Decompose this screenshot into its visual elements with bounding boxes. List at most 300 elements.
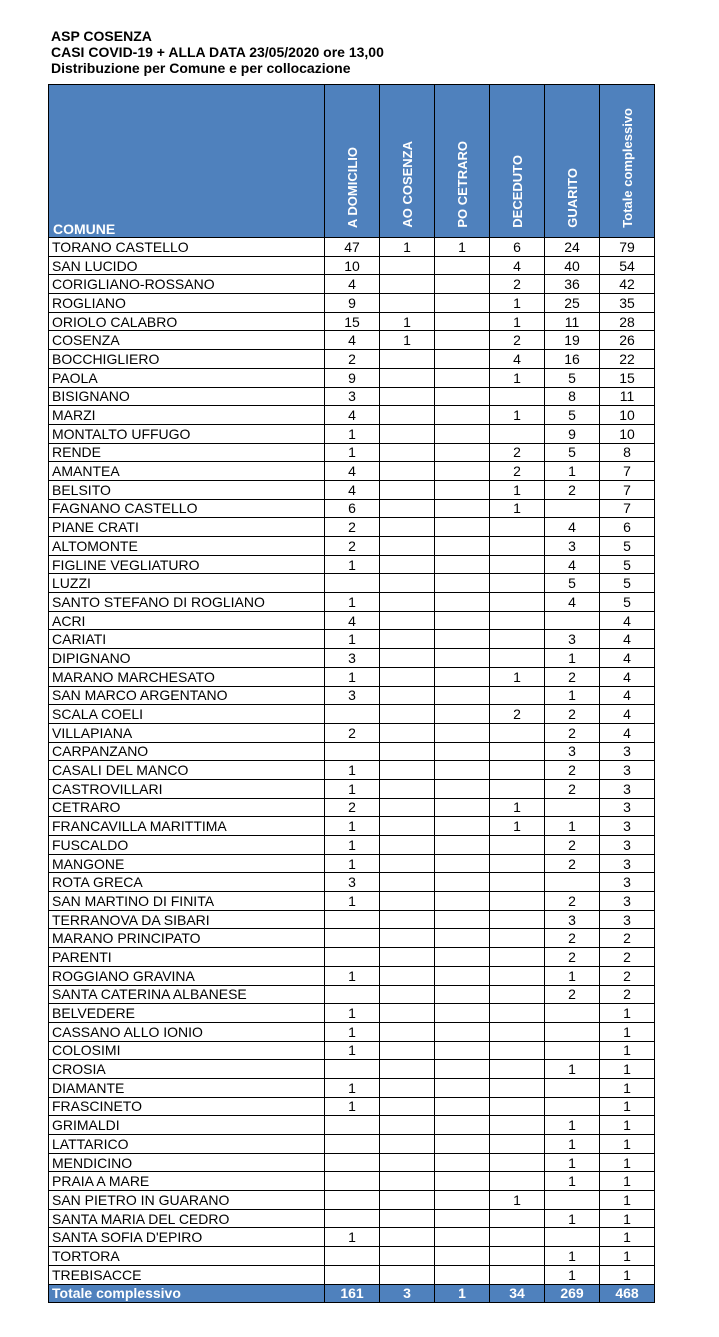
deceduto-cell — [490, 742, 545, 761]
po-cetraro-cell — [435, 892, 490, 911]
ao-cosenza-cell — [380, 499, 435, 518]
total-label: Totale complessivo — [49, 1284, 325, 1303]
table-row — [49, 1041, 655, 1060]
comune-cell: CASTROVILLARI — [49, 779, 325, 798]
guarito-cell: 9 — [545, 424, 600, 443]
totale-cell: 26 — [600, 331, 655, 350]
table-row — [49, 1060, 655, 1079]
comune-cell: ROGGIANO GRAVINA — [49, 966, 325, 985]
deceduto-cell — [490, 649, 545, 668]
totale-cell: 2 — [600, 948, 655, 967]
a-domicilio-cell — [325, 1209, 380, 1228]
totale-cell: 7 — [600, 462, 655, 481]
deceduto-cell — [490, 1004, 545, 1023]
a-domicilio-cell — [325, 1265, 380, 1284]
table-row — [49, 1172, 655, 1191]
po-cetraro-cell — [435, 873, 490, 892]
totale-cell: 1 — [600, 1209, 655, 1228]
comune-cell: COLOSIMI — [49, 1041, 325, 1060]
table-row — [49, 667, 655, 686]
column-header-po-cetraro: PO CETRARO — [435, 85, 490, 238]
a-domicilio-cell: 4 — [325, 462, 380, 481]
totale-cell: 3 — [600, 817, 655, 836]
totale-cell: 1 — [600, 1022, 655, 1041]
table-row — [49, 723, 655, 742]
totale-cell: 35 — [600, 294, 655, 313]
table-row — [49, 779, 655, 798]
deceduto-cell — [490, 593, 545, 612]
guarito-cell: 1 — [545, 817, 600, 836]
column-header-a-domicilio: A DOMICILIO — [325, 85, 380, 238]
po-cetraro-cell — [435, 331, 490, 350]
comune-cell: CASALI DEL MANCO — [49, 761, 325, 780]
ao-cosenza-cell — [380, 948, 435, 967]
totale-cell: 1 — [600, 1004, 655, 1023]
ao-cosenza-cell — [380, 593, 435, 612]
total-deceduto: 34 — [490, 1284, 545, 1303]
po-cetraro-cell — [435, 480, 490, 499]
deceduto-cell — [490, 873, 545, 892]
po-cetraro-cell — [435, 1135, 490, 1154]
table-row — [49, 630, 655, 649]
po-cetraro-cell — [435, 1022, 490, 1041]
guarito-cell — [545, 1191, 600, 1210]
deceduto-cell — [490, 892, 545, 911]
ao-cosenza-cell — [380, 1191, 435, 1210]
po-cetraro-cell — [435, 1191, 490, 1210]
po-cetraro-cell — [435, 275, 490, 294]
guarito-cell: 2 — [545, 985, 600, 1004]
ao-cosenza-cell — [380, 779, 435, 798]
po-cetraro-cell — [435, 761, 490, 780]
guarito-cell: 1 — [545, 1247, 600, 1266]
guarito-cell: 2 — [545, 854, 600, 873]
totale-cell: 4 — [600, 705, 655, 724]
table-row — [49, 686, 655, 705]
totale-cell: 2 — [600, 966, 655, 985]
deceduto-cell: 1 — [490, 817, 545, 836]
report-org: ASP COSENZA — [51, 28, 152, 44]
deceduto-cell — [490, 1135, 545, 1154]
comune-cell: ROGLIANO — [49, 294, 325, 313]
table-row — [49, 424, 655, 443]
guarito-cell: 2 — [545, 948, 600, 967]
totale-cell: 1 — [600, 1247, 655, 1266]
deceduto-cell — [490, 761, 545, 780]
a-domicilio-cell: 1 — [325, 779, 380, 798]
table-row — [49, 256, 655, 275]
a-domicilio-cell: 4 — [325, 406, 380, 425]
ao-cosenza-cell — [380, 574, 435, 593]
po-cetraro-cell — [435, 518, 490, 537]
comune-cell: TREBISACCE — [49, 1265, 325, 1284]
totale-cell: 3 — [600, 798, 655, 817]
deceduto-cell — [490, 387, 545, 406]
deceduto-cell — [490, 1209, 545, 1228]
table-row — [49, 331, 655, 350]
deceduto-cell: 1 — [490, 406, 545, 425]
deceduto-cell: 1 — [490, 499, 545, 518]
table-row — [49, 1135, 655, 1154]
table-body — [49, 238, 655, 1285]
comune-cell: MARZI — [49, 406, 325, 425]
ao-cosenza-cell — [380, 611, 435, 630]
deceduto-cell: 2 — [490, 462, 545, 481]
totale-cell: 1 — [600, 1153, 655, 1172]
a-domicilio-cell — [325, 742, 380, 761]
guarito-cell — [545, 1004, 600, 1023]
ao-cosenza-cell — [380, 256, 435, 275]
ao-cosenza-cell — [380, 1022, 435, 1041]
ao-cosenza-cell — [380, 1209, 435, 1228]
comune-cell: PIANE CRATI — [49, 518, 325, 537]
ao-cosenza-cell — [380, 350, 435, 369]
po-cetraro-cell — [435, 443, 490, 462]
guarito-cell: 1 — [545, 686, 600, 705]
guarito-cell: 5 — [545, 443, 600, 462]
a-domicilio-cell: 2 — [325, 798, 380, 817]
po-cetraro-cell — [435, 574, 490, 593]
po-cetraro-cell — [435, 686, 490, 705]
table-row — [49, 387, 655, 406]
ao-cosenza-cell — [380, 443, 435, 462]
deceduto-cell — [490, 518, 545, 537]
deceduto-cell — [490, 929, 545, 948]
column-header-guarito: GUARITO — [545, 85, 600, 238]
deceduto-cell — [490, 1116, 545, 1135]
guarito-cell: 24 — [545, 238, 600, 257]
totale-cell: 4 — [600, 723, 655, 742]
table-row — [49, 462, 655, 481]
totale-cell: 15 — [600, 368, 655, 387]
comune-cell: CASSANO ALLO IONIO — [49, 1022, 325, 1041]
po-cetraro-cell — [435, 1041, 490, 1060]
totale-cell: 5 — [600, 555, 655, 574]
po-cetraro-cell — [435, 1060, 490, 1079]
deceduto-cell — [490, 574, 545, 593]
guarito-cell — [545, 873, 600, 892]
a-domicilio-cell: 4 — [325, 275, 380, 294]
totale-cell: 3 — [600, 910, 655, 929]
po-cetraro-cell — [435, 424, 490, 443]
guarito-cell: 3 — [545, 910, 600, 929]
a-domicilio-cell: 3 — [325, 686, 380, 705]
ao-cosenza-cell — [380, 910, 435, 929]
ao-cosenza-cell — [380, 966, 435, 985]
a-domicilio-cell: 1 — [325, 836, 380, 855]
po-cetraro-cell — [435, 1209, 490, 1228]
deceduto-cell — [490, 1097, 545, 1116]
guarito-cell: 4 — [545, 593, 600, 612]
comune-cell: SANTA MARIA DEL CEDRO — [49, 1209, 325, 1228]
comune-cell: BELVEDERE — [49, 1004, 325, 1023]
deceduto-cell — [490, 1060, 545, 1079]
comune-cell: VILLAPIANA — [49, 723, 325, 742]
po-cetraro-cell — [435, 798, 490, 817]
total-ao-cosenza: 3 — [380, 1284, 435, 1303]
comune-cell: ORIOLO CALABRO — [49, 312, 325, 331]
po-cetraro-cell — [435, 462, 490, 481]
a-domicilio-cell: 1 — [325, 1041, 380, 1060]
comune-cell: PARENTI — [49, 948, 325, 967]
deceduto-cell: 1 — [490, 1191, 545, 1210]
comune-cell: SAN LUCIDO — [49, 256, 325, 275]
totale-cell: 7 — [600, 480, 655, 499]
ao-cosenza-cell — [380, 1078, 435, 1097]
table-row — [49, 985, 655, 1004]
table-row — [49, 1078, 655, 1097]
totale-cell: 5 — [600, 537, 655, 556]
a-domicilio-cell: 4 — [325, 611, 380, 630]
totale-cell: 42 — [600, 275, 655, 294]
comune-cell: COSENZA — [49, 331, 325, 350]
po-cetraro-cell — [435, 948, 490, 967]
ao-cosenza-cell — [380, 1228, 435, 1247]
deceduto-cell — [490, 1228, 545, 1247]
totale-cell: 10 — [600, 424, 655, 443]
a-domicilio-cell: 1 — [325, 1004, 380, 1023]
guarito-cell: 1 — [545, 462, 600, 481]
ao-cosenza-cell — [380, 836, 435, 855]
guarito-cell — [545, 1078, 600, 1097]
guarito-cell: 4 — [545, 555, 600, 574]
report-subtitle: Distribuzione per Comune e per collocazione — [51, 60, 351, 76]
totale-cell: 22 — [600, 350, 655, 369]
deceduto-cell — [490, 555, 545, 574]
deceduto-cell — [490, 1265, 545, 1284]
po-cetraro-cell — [435, 312, 490, 331]
table-row — [49, 406, 655, 425]
table-row — [49, 312, 655, 331]
a-domicilio-cell: 9 — [325, 294, 380, 313]
deceduto-cell: 1 — [490, 798, 545, 817]
totale-cell: 1 — [600, 1172, 655, 1191]
po-cetraro-cell — [435, 649, 490, 668]
totale-cell: 4 — [600, 686, 655, 705]
guarito-cell: 1 — [545, 1060, 600, 1079]
deceduto-cell — [490, 854, 545, 873]
a-domicilio-cell — [325, 948, 380, 967]
ao-cosenza-cell — [380, 368, 435, 387]
table-row — [49, 537, 655, 556]
po-cetraro-cell — [435, 966, 490, 985]
ao-cosenza-cell — [380, 406, 435, 425]
guarito-cell: 1 — [545, 1135, 600, 1154]
po-cetraro-cell — [435, 593, 490, 612]
totale-cell: 1 — [600, 1265, 655, 1284]
deceduto-cell: 1 — [490, 294, 545, 313]
ao-cosenza-cell — [380, 1004, 435, 1023]
total-row — [49, 1284, 655, 1303]
guarito-cell: 8 — [545, 387, 600, 406]
deceduto-cell — [490, 779, 545, 798]
deceduto-cell — [490, 966, 545, 985]
comune-cell: TERRANOVA DA SIBARI — [49, 910, 325, 929]
deceduto-cell — [490, 1247, 545, 1266]
report-title: CASI COVID-19 + ALLA DATA 23/05/2020 ore 13,00 — [51, 44, 384, 60]
po-cetraro-cell — [435, 1247, 490, 1266]
po-cetraro-cell — [435, 985, 490, 1004]
totale-cell: 3 — [600, 742, 655, 761]
totale-cell: 28 — [600, 312, 655, 331]
a-domicilio-cell — [325, 1153, 380, 1172]
comune-cell: PAOLA — [49, 368, 325, 387]
comune-cell: SAN MARCO ARGENTANO — [49, 686, 325, 705]
comune-cell: FRASCINETO — [49, 1097, 325, 1116]
table-row — [49, 275, 655, 294]
a-domicilio-cell: 4 — [325, 331, 380, 350]
a-domicilio-cell: 1 — [325, 892, 380, 911]
column-header-ao-cosenza: AO COSENZA — [380, 85, 435, 238]
table-row — [49, 574, 655, 593]
a-domicilio-cell: 1 — [325, 630, 380, 649]
table-header-row — [49, 85, 655, 238]
totale-cell: 6 — [600, 518, 655, 537]
a-domicilio-cell: 2 — [325, 537, 380, 556]
total-a-domicilio: 161 — [325, 1284, 380, 1303]
table-row — [49, 742, 655, 761]
ao-cosenza-cell — [380, 537, 435, 556]
totale-cell: 4 — [600, 667, 655, 686]
deceduto-cell — [490, 1022, 545, 1041]
guarito-cell: 1 — [545, 649, 600, 668]
report-header — [51, 28, 384, 76]
a-domicilio-cell — [325, 1172, 380, 1191]
table-row — [49, 555, 655, 574]
po-cetraro-cell — [435, 630, 490, 649]
deceduto-cell — [490, 1172, 545, 1191]
deceduto-cell — [490, 910, 545, 929]
po-cetraro-cell — [435, 555, 490, 574]
guarito-cell: 1 — [545, 1172, 600, 1191]
ao-cosenza-cell — [380, 667, 435, 686]
totale-cell: 5 — [600, 593, 655, 612]
po-cetraro-cell — [435, 499, 490, 518]
table-row — [49, 1191, 655, 1210]
ao-cosenza-cell — [380, 873, 435, 892]
deceduto-cell: 2 — [490, 275, 545, 294]
table-row — [49, 854, 655, 873]
a-domicilio-cell: 1 — [325, 1022, 380, 1041]
guarito-cell: 5 — [545, 406, 600, 425]
ao-cosenza-cell — [380, 686, 435, 705]
po-cetraro-cell — [435, 1116, 490, 1135]
guarito-cell: 36 — [545, 275, 600, 294]
comune-cell: CROSIA — [49, 1060, 325, 1079]
comune-cell: MONTALTO UFFUGO — [49, 424, 325, 443]
po-cetraro-cell — [435, 256, 490, 275]
totale-cell: 4 — [600, 649, 655, 668]
comune-cell: CARIATI — [49, 630, 325, 649]
deceduto-cell — [490, 1153, 545, 1172]
guarito-cell: 3 — [545, 630, 600, 649]
po-cetraro-cell — [435, 406, 490, 425]
comune-cell: PRAIA A MARE — [49, 1172, 325, 1191]
comune-cell: TORTORA — [49, 1247, 325, 1266]
table-row — [49, 238, 655, 257]
po-cetraro-cell — [435, 1153, 490, 1172]
comune-cell: FUSCALDO — [49, 836, 325, 855]
guarito-cell: 40 — [545, 256, 600, 275]
comune-cell: SANTA SOFIA D'EPIRO — [49, 1228, 325, 1247]
totale-cell: 4 — [600, 630, 655, 649]
table-row — [49, 1022, 655, 1041]
totale-cell: 3 — [600, 873, 655, 892]
deceduto-cell: 1 — [490, 480, 545, 499]
totale-cell: 3 — [600, 761, 655, 780]
a-domicilio-cell: 1 — [325, 555, 380, 574]
a-domicilio-cell: 1 — [325, 966, 380, 985]
table-row — [49, 836, 655, 855]
a-domicilio-cell — [325, 1060, 380, 1079]
po-cetraro-cell — [435, 537, 490, 556]
a-domicilio-cell: 10 — [325, 256, 380, 275]
ao-cosenza-cell — [380, 630, 435, 649]
comune-cell: FAGNANO CASTELLO — [49, 499, 325, 518]
guarito-cell: 1 — [545, 966, 600, 985]
a-domicilio-cell — [325, 1247, 380, 1266]
comune-cell: MENDICINO — [49, 1153, 325, 1172]
totale-cell: 2 — [600, 929, 655, 948]
guarito-cell: 1 — [545, 1209, 600, 1228]
comune-cell: SAN PIETRO IN GUARANO — [49, 1191, 325, 1210]
a-domicilio-cell: 2 — [325, 518, 380, 537]
a-domicilio-cell: 2 — [325, 350, 380, 369]
deceduto-cell: 4 — [490, 350, 545, 369]
comune-cell: MANGONE — [49, 854, 325, 873]
comune-cell: BELSITO — [49, 480, 325, 499]
deceduto-cell — [490, 424, 545, 443]
po-cetraro-cell — [435, 611, 490, 630]
a-domicilio-cell: 3 — [325, 873, 380, 892]
ao-cosenza-cell — [380, 518, 435, 537]
ao-cosenza-cell — [380, 1153, 435, 1172]
po-cetraro-cell — [435, 929, 490, 948]
table-row — [49, 873, 655, 892]
table-row — [49, 518, 655, 537]
ao-cosenza-cell — [380, 1041, 435, 1060]
guarito-cell — [545, 1228, 600, 1247]
totale-cell: 79 — [600, 238, 655, 257]
ao-cosenza-cell — [380, 1265, 435, 1284]
ao-cosenza-cell — [380, 705, 435, 724]
deceduto-cell: 2 — [490, 443, 545, 462]
deceduto-cell: 4 — [490, 256, 545, 275]
comune-cell: BOCCHIGLIERO — [49, 350, 325, 369]
deceduto-cell — [490, 948, 545, 967]
table-row — [49, 817, 655, 836]
po-cetraro-cell — [435, 294, 490, 313]
deceduto-cell: 1 — [490, 312, 545, 331]
column-header-deceduto: DECEDUTO — [490, 85, 545, 238]
ao-cosenza-cell — [380, 424, 435, 443]
table-row — [49, 593, 655, 612]
ao-cosenza-cell — [380, 555, 435, 574]
totale-cell: 1 — [600, 1060, 655, 1079]
po-cetraro-cell — [435, 1097, 490, 1116]
a-domicilio-cell: 1 — [325, 854, 380, 873]
ao-cosenza-cell — [380, 798, 435, 817]
a-domicilio-cell: 9 — [325, 368, 380, 387]
table-row — [49, 798, 655, 817]
comune-cell: LUZZI — [49, 574, 325, 593]
table-row — [49, 892, 655, 911]
ao-cosenza-cell — [380, 649, 435, 668]
po-cetraro-cell — [435, 705, 490, 724]
deceduto-cell — [490, 1078, 545, 1097]
comune-cell: RENDE — [49, 443, 325, 462]
guarito-cell: 4 — [545, 518, 600, 537]
